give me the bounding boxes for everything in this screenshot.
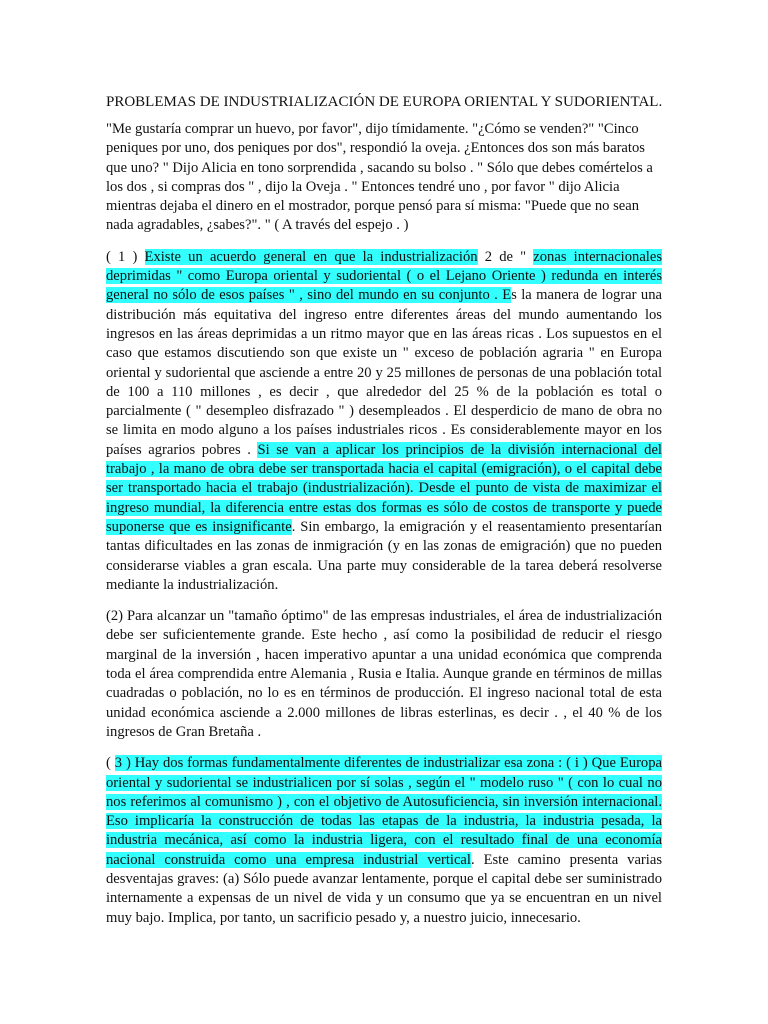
p3-highlight-1: 3 ) Hay dos formas fundamentalmente diferentes de industrializar esa zona : ( i ) Que Europa oriental y sudoriental se industrialicen por sí solas , según el " modelo ruso " ( con lo cual no nos referimos al comunismo ) , con el objetivo de Autosuficiencia, sin inversión internacional. Eso implicaría la construcción de todas las etapas de la industria, la industria pesada, la industria mecánica, así como la industria ligera, con el resultado final de una economía nacional construida como una empresa industrial vertical bbox=[106, 755, 662, 868]
paragraph-3 bbox=[106, 754, 662, 928]
paragraph-2: (2) Para alcanzar un "tamaño óptimo" de las empresas industriales, el área de industrialización debe ser suficientemente grande. Este hecho , así como la posibilidad de reducir el riesgo marginal de la inversión , hacen imperativo apuntar a una unidad económica que comprenda toda el área comprendida entre Alemania , Rusia e Italia. Aunque grande en términos de millas cuadradas o población, no lo es en términos de producción. El ingreso nacional total de esta unidad económica asciende a 2.000 millones de libras esterlinas, es decir . , el 40 % de los ingresos de Gran Bretaña . bbox=[106, 608, 662, 740]
p1-highlight-3: Si se van a aplicar los principios de la división internacional del trabajo , la mano de obra debe ser transportada hacia el capital (emigración), o el capital debe ser transportado hacia el trabajo (industrialización). Desde el punto de vista de maximizar el ingreso mundial, la diferencia entre estas dos formas es sólo de costos de transporte y puede suponerse que es insignificante bbox=[106, 441, 662, 535]
p1-text-4: . Sin embargo, la emigración y el reasentamiento presentarían tantas dificultades en las zonas de inmigración (y en las zonas de emigración) que no pueden considerarse viables a gran escala. Una parte muy considerable de la tarea deberá resolverse mediante la industrialización. bbox=[106, 518, 662, 593]
p1-highlight-1: Existe un acuerdo general en que la industrialización bbox=[144, 248, 478, 265]
p1-text-3: s la manera de lograr una distribución más equitativa del ingreso entre diferentes áreas del mundo aumentando los ingresos en las áreas deprimidas a un ritmo mayor que en las áreas ricas . Los supuestos en el caso que estamos discutiendo son que existe un " exceso de población agraria " en Europa oriental y sudoriental que asciende a entre 20 y 25 millones de personas de una población total de 100 a 110 millones , es decir , que alrededor del 25 % de la población es total o parcialmente ( " desempleo disfrazado " ) desempleados . El desperdicio de mano de obra no se limita en modo alguno a los países industriales ricos . Es considerablemente mayor en los países agrarios pobres . bbox=[106, 287, 662, 458]
epigraph-paragraph: "Me gustaría comprar un huevo, por favor", dijo tímidamente. "¿Cómo se venden?" "Cinco peniques por uno, dos peniques por dos", respondió la oveja. ¿Entonces dos son más baratos que uno? " Dijo Alicia en tono sorprendida , sacando su bolso . " Sólo que debes comértelos a los dos , si compras dos " , dijo la Oveja . " Entonces tendré uno , por favor " dijo Alicia mientras dejaba el dinero en el mostrador, porque pensó para sí misma: "Puede que no sean nada agradables, ¿sabes?". " ( A través del espejo . ) bbox=[106, 121, 653, 234]
p1-text-1: ( 1 ) bbox=[106, 248, 145, 265]
p3-text-1: ( bbox=[106, 755, 115, 772]
document-title: PROBLEMAS DE INDUSTRIALIZACIÓN DE EUROPA ORIENTAL Y SUDORIENTAL. bbox=[106, 94, 663, 110]
document-page bbox=[106, 92, 662, 940]
paragraph-1 bbox=[106, 248, 662, 595]
p1-text-2: 2 de " bbox=[477, 248, 534, 265]
p3-text-2: . Este camino presenta varias desventajas graves: (a) Sólo puede avanzar lentamente, porque el capital debe ser suministrado internamente a expensas de un nivel de vida y un consumo que ya se encuentran en un nivel muy bajo. Implica, por tanto, un sacrificio pesado y, a nuestro juicio, innecesario. bbox=[106, 851, 662, 926]
p1-highlight-2: zonas internacionales deprimidas " como Europa oriental y sudoriental ( o el Lejano Oriente ) redunda en interés general no sólo de esos países " , sino del mundo en su conjunto . E bbox=[106, 248, 663, 304]
